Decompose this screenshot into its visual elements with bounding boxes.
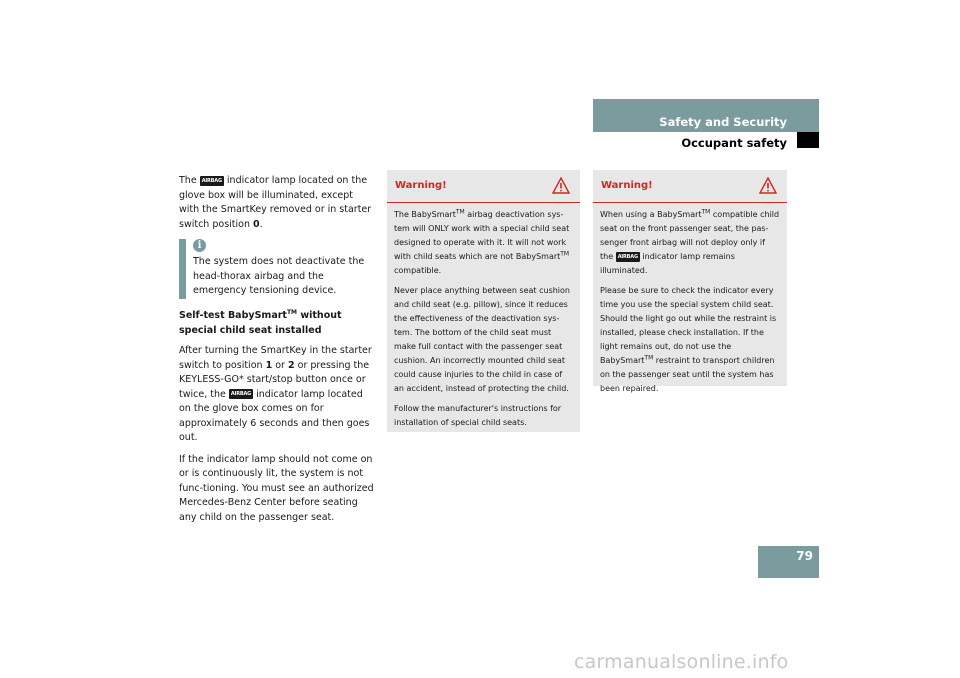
warning-triangle-icon [552, 177, 570, 194]
w2-p2-text-a: Please be sure to check the indicator every time you use the special system child seat. Should the light go out while the restraint is installed, please check installation. If the light remains out, do not use the BabySmart [600, 286, 777, 365]
left-column [179, 174, 376, 532]
airbag-indicator-icon: AIRBAG [617, 253, 638, 260]
intro-text-a: The [179, 175, 197, 186]
page-number: 79 [796, 549, 813, 563]
note-bar [179, 239, 186, 299]
warning-header [387, 170, 580, 203]
w2-text-b: compatible child seat on the front passenger seat, the pas-senger front airbag will not deploy only if the [600, 210, 780, 261]
p2-text-e: or pressing the KEYLESS-GO* start/stop button once or twice, the [179, 359, 370, 400]
intro-text-b: indicator lamp located on the glove box will be illuminated, except with the SmartKey removed or in starter switch position [179, 175, 372, 230]
position-zero: 0 [253, 218, 260, 230]
w1-text-a: The BabySmart [394, 210, 456, 219]
self-test-paragraph [179, 344, 376, 446]
p2-text-f: indicator lamp located on the glove box comes on for approximately 6 seconds and then goes out. [179, 388, 370, 443]
intro-period: . [259, 218, 263, 230]
p2-or: or [275, 359, 285, 371]
warning-box-2 [593, 170, 787, 393]
airbag-indicator-icon: AIRBAG [230, 391, 252, 397]
self-test-heading [179, 309, 376, 338]
warning-body [387, 203, 580, 441]
heading-text-b: without special child seat installed [179, 310, 342, 336]
info-note [179, 239, 376, 299]
w1-text-b: airbag deactivation sys-tem will ONLY work with a special child seat designed to operate with it. It will not work with child seats which are not BabySmart [394, 210, 570, 261]
p2-text-a: After turning the SmartKey in the starter switch to position [179, 345, 372, 371]
heading-text-a: Self-test BabySmart [179, 310, 287, 321]
warning1-p2: Never place anything between seat cushion and child seat (e.g. pillow), since it reduces the effectiveness of the deactivation sys-tem. The bottom of the child seat must make full contact with the passenger seat cushion. An incorrectly mounted child seat could cause injuries to the child in case of an accident, instead of protecting the child. [394, 286, 570, 393]
subsection-title: Occupant safety [681, 136, 787, 150]
position-one: 1 [265, 359, 273, 371]
watermark: carmanualsonline.info [574, 651, 789, 673]
w2-text-a: When using a BabySmart [600, 210, 702, 219]
w1-tm: TM [455, 208, 465, 216]
warning-title: Warning! [601, 180, 653, 191]
header-marker [797, 132, 819, 148]
warning2-p2 [600, 284, 780, 396]
w1-text-c: compatible. [394, 266, 442, 275]
w1-tm-2: TM [560, 250, 570, 258]
w2-text-c: indicator lamp remains illuminated. [600, 252, 735, 275]
malfunction-paragraph: If the indicator lamp should not come on or is continuously lit, the system is not func-tioning. You must see an authorized Mercedes-Benz Center before seating any child on the passenger seat. [179, 453, 374, 523]
warning2-p1 [600, 208, 780, 278]
intro-paragraph [179, 174, 376, 232]
warning1-p1 [394, 208, 573, 278]
airbag-indicator-icon: AIRBAG [201, 177, 222, 184]
note-text: The system does not deactivate the head-thorax airbag and the emergency tensioning device. [193, 256, 365, 296]
w2-tm: TM [701, 208, 711, 216]
w2-tm-2: TM [644, 354, 654, 362]
warning-box-1 [387, 170, 580, 432]
warning1-p3: Follow the manufacturer's instructions for installation of special child seats. [394, 404, 562, 427]
warning-body [593, 203, 787, 407]
w2-p2-text-b: restraint to transport children on the passenger seat until the system has been repaired. [600, 356, 775, 393]
warning-header [593, 170, 787, 203]
warning-triangle-icon [759, 177, 777, 194]
warning-title: Warning! [395, 180, 447, 191]
section-title: Safety and Security [659, 115, 787, 129]
heading-tm: TM [286, 308, 298, 316]
info-icon: i [193, 239, 206, 252]
position-two: 2 [287, 359, 295, 371]
